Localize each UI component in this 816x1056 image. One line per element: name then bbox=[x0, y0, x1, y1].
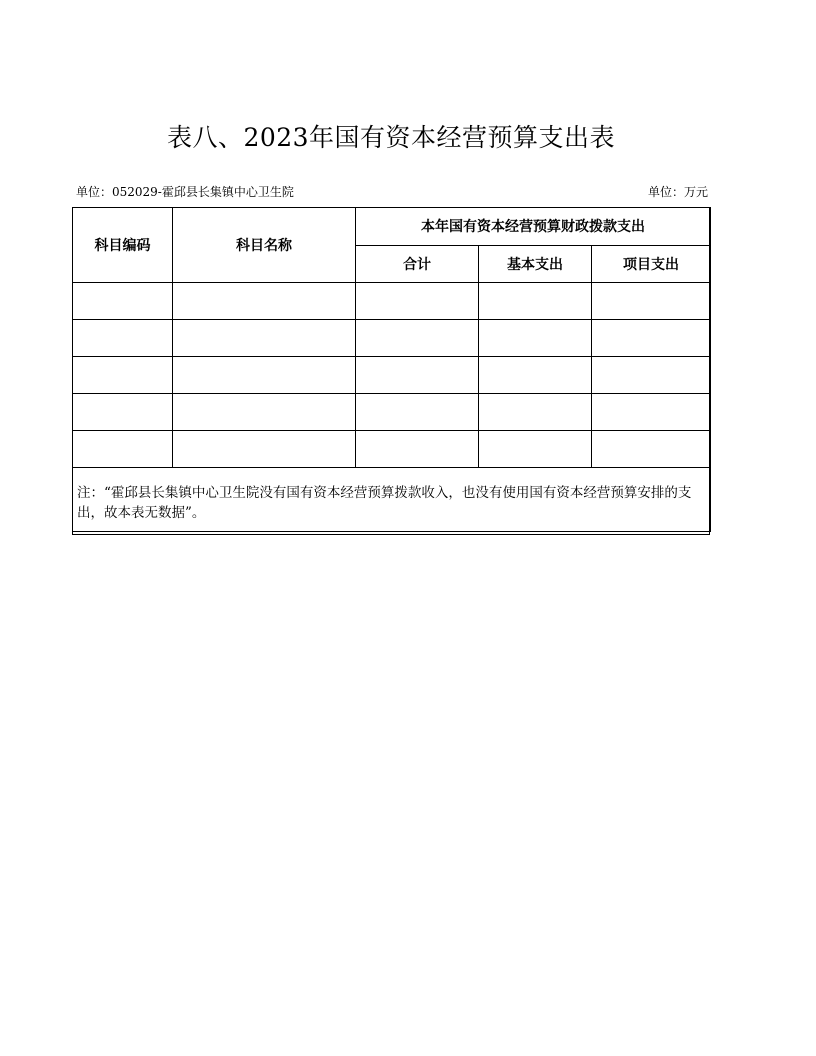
table-cell bbox=[356, 394, 479, 431]
table-cell bbox=[173, 357, 356, 394]
table-cell bbox=[73, 320, 173, 357]
table-cell bbox=[479, 394, 592, 431]
table-row bbox=[73, 357, 711, 394]
table-cell bbox=[356, 357, 479, 394]
table-cell bbox=[73, 394, 173, 431]
table-row bbox=[73, 283, 711, 320]
table-cell bbox=[73, 431, 173, 468]
page-title: 表八、2023年国有资本经营预算支出表 bbox=[166, 123, 616, 152]
table-cell bbox=[479, 357, 592, 394]
table-cell bbox=[592, 283, 711, 320]
table-cell bbox=[73, 283, 173, 320]
header-expenditure-group: 本年国有资本经营预算财政拨款支出 bbox=[356, 208, 711, 246]
table-cell bbox=[173, 394, 356, 431]
header-subject-code: 科目编码 bbox=[73, 208, 173, 283]
table-cell bbox=[592, 320, 711, 357]
table-cell bbox=[73, 357, 173, 394]
header-total: 合计 bbox=[356, 245, 479, 283]
unit-label-organization: 单位：052029-霍邱县长集镇中心卫生院 bbox=[76, 185, 294, 199]
table-cell bbox=[592, 394, 711, 431]
table-cell bbox=[479, 283, 592, 320]
table-cell bbox=[356, 320, 479, 357]
unit-label-currency: 单位：万元 bbox=[648, 185, 709, 199]
table-row bbox=[73, 320, 711, 357]
table-cell bbox=[356, 431, 479, 468]
table-cell bbox=[173, 320, 356, 357]
table-cell bbox=[173, 283, 356, 320]
header-basic-expenditure: 基本支出 bbox=[479, 245, 592, 283]
header-subject-name: 科目名称 bbox=[173, 208, 356, 283]
table-cell bbox=[592, 357, 711, 394]
table-cell bbox=[592, 431, 711, 468]
table-note-row bbox=[73, 468, 711, 532]
header-project-expenditure: 项目支出 bbox=[592, 245, 711, 283]
table-cell bbox=[356, 283, 479, 320]
table-cell bbox=[479, 431, 592, 468]
table-cell bbox=[479, 320, 592, 357]
table-cell bbox=[173, 431, 356, 468]
table-header-row bbox=[73, 208, 711, 246]
table-note: 注：“霍邱县长集镇中心卫生院没有国有资本经营预算拨款收入，也没有使用国有资本经营预算安排的支出，故本表无数据”。 bbox=[73, 468, 711, 532]
budget-table bbox=[72, 207, 711, 532]
table-row bbox=[73, 394, 711, 431]
table-row bbox=[73, 431, 711, 468]
